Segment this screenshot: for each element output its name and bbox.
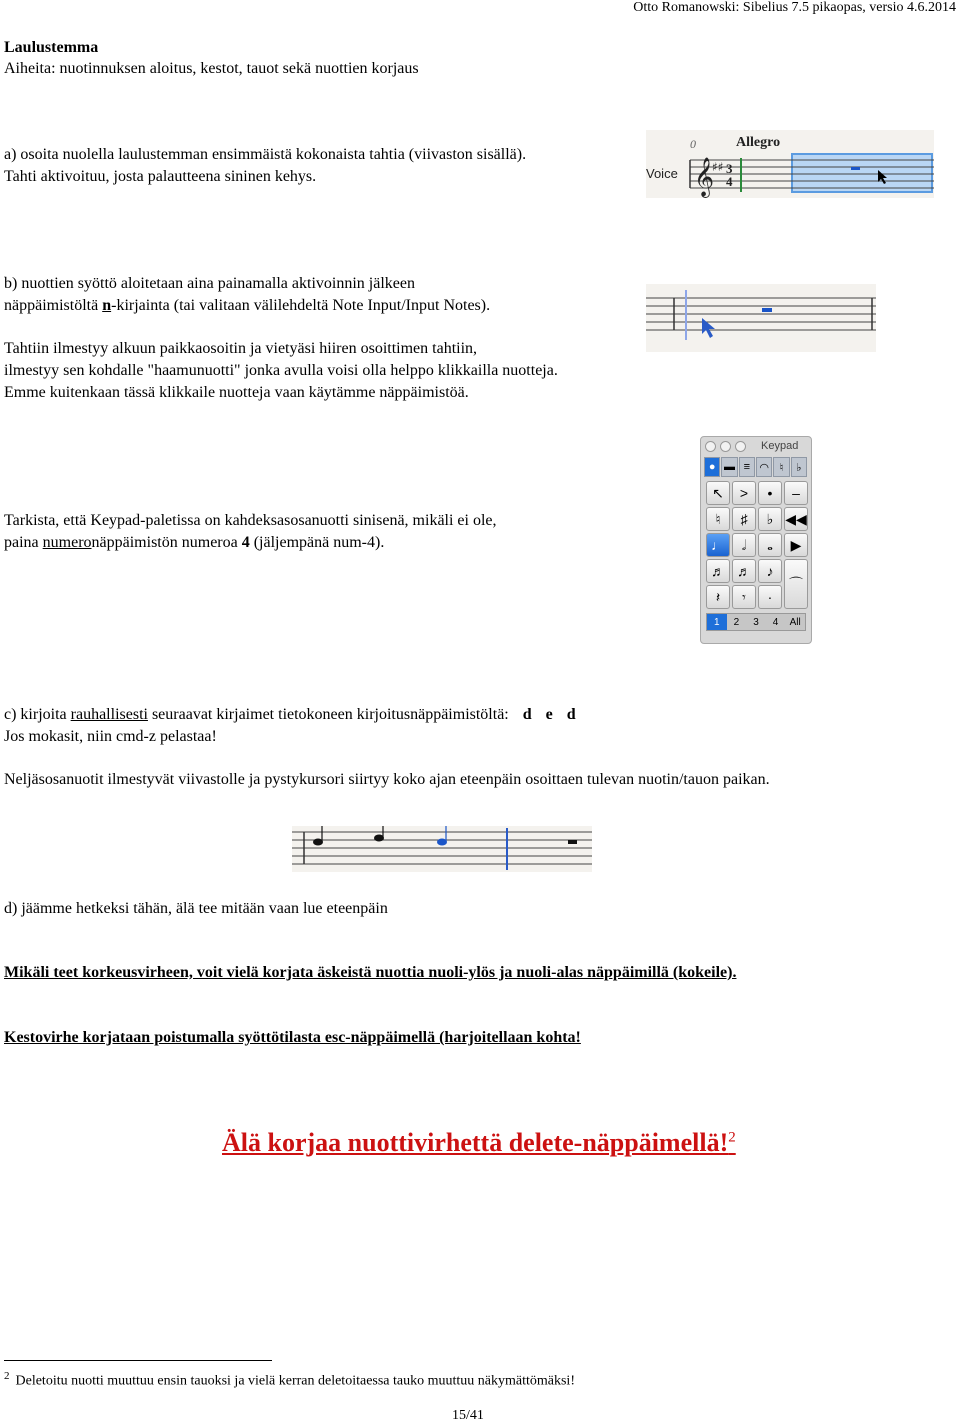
- step-d-line1: d) jäämme hetkeksi tähän, älä tee mitään vaan lue eteenpäin: [4, 900, 388, 917]
- keypad-layout-selector: [706, 613, 806, 631]
- key-n: n: [102, 297, 112, 314]
- keypad-key-rest-icon[interactable]: 𝄽: [706, 585, 730, 609]
- keypad-layout-1[interactable]: 1: [707, 614, 727, 630]
- keypad-key-staccato-icon[interactable]: •: [758, 481, 782, 505]
- rest-icon[interactable]: ▬: [721, 457, 737, 477]
- score-image-entered-notes: [292, 826, 592, 872]
- keypad-key-whole-note-icon[interactable]: 𝅝: [758, 533, 782, 557]
- tie-icon[interactable]: ◠: [756, 457, 772, 477]
- pitch-correction-note: Mikäli teet korkeusvirheen, voit vielä korjata äskeistä nuottia nuoli-ylös ja nuoli-alas näppäimillä (kokeile).: [4, 964, 737, 981]
- keypad-key-sharp-icon[interactable]: ♯: [732, 507, 756, 531]
- keypad-grid: [706, 481, 806, 609]
- step-b-line3: Tahtiin ilmestyy alkuun paikkaosoitin ja vietyäsi hiiren osoittimen tahtiin,: [4, 340, 478, 357]
- section-title: Laulustemma: [4, 39, 99, 56]
- accidental-icon[interactable]: ♭: [791, 457, 807, 477]
- duration-correction-note: Kestovirhe korjataan poistumalla syöttötilasta esc-näppäimellä (harjoitellaan kohta!: [4, 1029, 581, 1046]
- step-b-line4: ilmestyy sen kohdalle "haamunuotti" jonka avulla voisi olla helppo klikkailla nuotteja.: [4, 362, 558, 379]
- keypad-layout-2[interactable]: 2: [733, 616, 740, 628]
- keypad-key-flat-icon[interactable]: ♭: [758, 507, 782, 531]
- step-a-line2: Tahti aktivoituu, josta palautteena sininen kehys.: [4, 168, 317, 185]
- page-number: 15/41: [452, 1408, 484, 1423]
- tempo-marking: Allegro: [736, 135, 781, 150]
- keypad-key-half-note-icon[interactable]: 𝅗𝅥: [732, 533, 756, 557]
- step-a-line1: a) osoita nuolella laulustemman ensimmäistä kokonaista tahtia (viivaston sisällä).: [4, 146, 527, 163]
- step-c-line1: c) kirjoita rauhallisesti seuraavat kirjaimet tietokoneen kirjoitusnäppäimistöltä: d e d: [4, 706, 576, 723]
- key-signature-icon: ♯♯: [712, 160, 724, 174]
- footnote: $^2$ Deletoitu nuotti muuttuu ensin tauoksi ja vielä kerran deletoitaessa tauko muuttuu näkymättömäksi!: [4, 1370, 575, 1389]
- keypad-layout-3[interactable]: 3: [753, 616, 759, 628]
- keypad-key-accent-icon[interactable]: >: [732, 481, 756, 505]
- window-minimize-icon[interactable]: [720, 441, 731, 452]
- keypad-layout-4[interactable]: 4: [772, 616, 779, 628]
- bar-number: 0: [690, 137, 696, 151]
- keypad-key-natural-icon[interactable]: ♮: [706, 507, 730, 531]
- keypad-layout-all[interactable]: All: [789, 616, 801, 628]
- keypad-key-eighth-rest-icon[interactable]: 𝄾: [732, 585, 756, 609]
- keypad-palette[interactable]: [700, 436, 812, 644]
- footnote-rule: [4, 1360, 272, 1361]
- keypad-key-dot-icon[interactable]: ·: [758, 585, 782, 609]
- treble-clef-icon: 𝄞: [694, 157, 715, 197]
- keypad-key-select-icon[interactable]: ↖: [706, 481, 730, 505]
- keypad-title: Keypad: [761, 440, 799, 452]
- beam-icon[interactable]: ≡: [739, 457, 755, 477]
- tuplet-icon[interactable]: ♮: [773, 457, 789, 477]
- keypad-toolbar: [704, 457, 808, 477]
- time-signature-top-icon: 3: [726, 161, 733, 176]
- keypad-para-line1: Tarkista, että Keypad-paletissa on kahdeksasosanuotti sinisenä, mikäli ei ole,: [4, 512, 497, 529]
- keypad-key-eighth-note-icon[interactable]: ♪: [758, 559, 782, 583]
- step-b-line5: Emme kuitenkaan tässä klikkaile nuotteja vaan käytämme näppäimistöä.: [4, 384, 469, 401]
- keypad-key-quarter-note-icon[interactable]: ♩: [706, 533, 730, 557]
- window-zoom-icon[interactable]: [735, 441, 746, 452]
- delete-warning: Älä korjaa nuottivirhettä delete-näppäimellä!$^2$: [222, 1128, 736, 1157]
- keypad-key-play-icon[interactable]: ▶: [784, 533, 808, 557]
- time-signature-bottom-icon: 4: [726, 174, 733, 189]
- page-header: Otto Romanowski: Sibelius 7.5 pikaopas, versio 4.6.2014: [633, 0, 956, 15]
- window-close-icon[interactable]: [705, 441, 716, 452]
- keypad-key-tie-icon[interactable]: ⌒: [784, 559, 808, 609]
- step-c-line2: Jos mokasit, niin cmd-z pelastaa!: [4, 728, 217, 745]
- keypad-titlebar: [701, 437, 811, 455]
- letters-to-type: d e d: [522, 706, 576, 723]
- whole-note-icon[interactable]: ●: [704, 457, 720, 477]
- score-image-ghost-note: [646, 284, 876, 352]
- section-subtitle: Aiheita: nuotinnuksen aloitus, kestot, tauot sekä nuottien korjaus: [4, 60, 419, 77]
- keypad-key-thirtysecond-note-icon[interactable]: ♬: [732, 559, 756, 583]
- step-c-line3: Neljäsosanuotit ilmestyvät viivastolle ja pystykursori siirtyy koko ajan eteenpäin osoittaen tulevan nuotin/tauon paikan.: [4, 771, 770, 788]
- keypad-key-sixteenth-note-icon[interactable]: ♬: [706, 559, 730, 583]
- keypad-key-tenuto-icon[interactable]: –: [784, 481, 808, 505]
- step-b-line1: b) nuottien syöttö aloitetaan aina painamalla aktivoinnin jälkeen: [4, 275, 415, 292]
- keypad-para-line2: paina numeronäppäimistön numeroa 4 (jäljempänä num-4).: [4, 534, 385, 551]
- instrument-label: Voice: [646, 166, 678, 181]
- step-b-line2: näppäimistöltä n-kirjainta (tai valitaan välilehdeltä Note Input/Input Notes).: [4, 297, 491, 314]
- keypad-key-rewind-icon[interactable]: ◀◀: [784, 507, 808, 531]
- score-image-selected-bar: [646, 130, 934, 198]
